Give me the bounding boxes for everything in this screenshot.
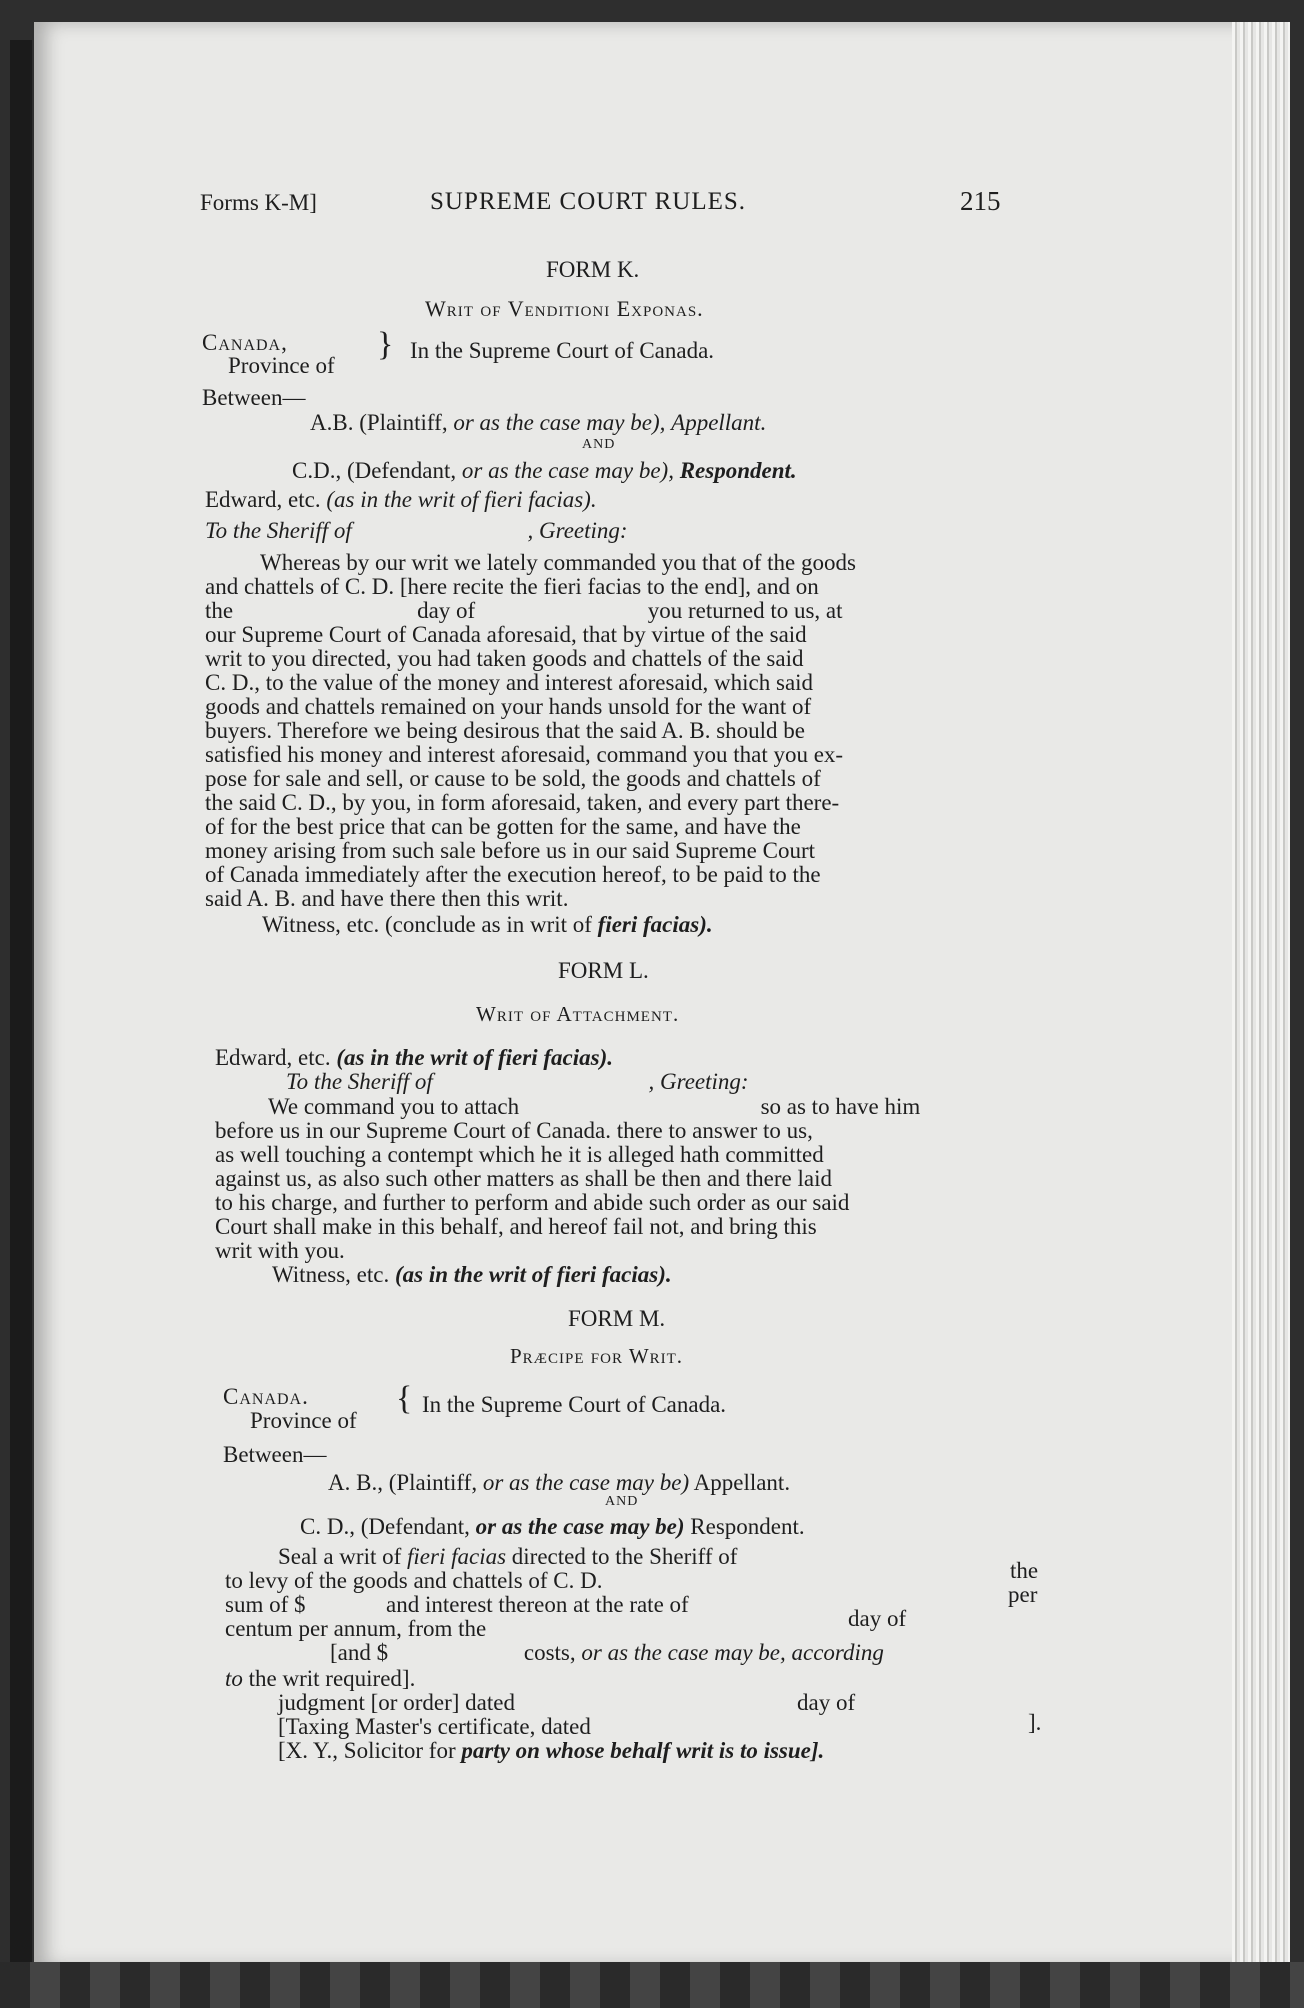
form-m-subtitle: Præcipe for Writ. — [510, 1344, 684, 1368]
form-l-subtitle: Writ of Attachment. — [476, 1002, 680, 1026]
form-m-solicitor-label: [X. Y., Solicitor for — [278, 1738, 456, 1763]
form-l-title: FORM L. — [558, 958, 649, 983]
form-m-court: In the Supreme Court of Canada. — [422, 1392, 727, 1417]
form-m-taxing: [Taxing Master's certificate, dated — [278, 1714, 591, 1739]
form-l-witness-label: Witness, etc. — [272, 1262, 390, 1287]
form-m-and: AND — [605, 1494, 639, 1509]
form-m-province: Province of — [250, 1408, 357, 1433]
form-k-body-line: our Supreme Court of Canada aforesaid, that by virtue of the said — [205, 622, 807, 647]
form-k-canada: Canada, — [202, 330, 288, 355]
form-m-costs — [330, 1640, 884, 1666]
form-m-appellant: Appellant. — [693, 1470, 791, 1495]
page-number: 215 — [960, 186, 1001, 216]
form-l-body-line: as well touching a contempt which he it is alleged hath committed — [215, 1142, 824, 1167]
form-l-edward-note: (as in the writ of fieri facias). — [336, 1045, 613, 1070]
form-l-body-line: writ with you. — [215, 1238, 345, 1263]
form-m-solicitor — [278, 1738, 824, 1764]
form-k-body-line: writ to you directed, you had taken goods and chattels of the said — [205, 646, 804, 671]
form-m-seal — [278, 1544, 737, 1570]
form-k-body-line: pose for sale and sell, or cause to be sold, the goods and chattels of — [205, 766, 821, 791]
form-k-body-line: money arising from such sale before us in our said Supreme Court — [205, 838, 816, 863]
form-m-costs-amount: [and $ — [330, 1640, 389, 1665]
form-m-party-plaintiff — [328, 1470, 790, 1496]
form-m-day-of-2: day of — [797, 1690, 856, 1715]
form-m-plaintiff-label: A. B., (Plaintiff, — [328, 1470, 478, 1495]
form-k-sheriff — [205, 518, 628, 544]
form-k-witness-label: Witness, etc. (conclude as in writ of — [262, 912, 592, 937]
form-k-edward-note: (as in the writ of fieri facias). — [326, 487, 597, 512]
form-l-body-line: to his charge, and further to perform and abide such order as our said — [215, 1190, 850, 1215]
header-left: Forms K-M] — [200, 190, 317, 215]
form-m-title: FORM M. — [568, 1306, 666, 1331]
form-k-title: FORM K. — [546, 257, 640, 282]
form-m-sum: sum of $ and interest thereon at the rate of — [225, 1592, 689, 1617]
form-k-edward — [205, 487, 597, 513]
form-k-sheriff-label: To the Sheriff of — [205, 518, 352, 543]
form-m-bracket: ]. — [1028, 1710, 1042, 1735]
form-k-and: AND — [582, 437, 616, 452]
form-k-body-line: C. D., to the value of the money and interest aforesaid, which said — [205, 670, 814, 695]
form-m-costs-note: or as the case may be, according — [581, 1640, 884, 1665]
form-m-plaintiff-case: or as the case may be) — [482, 1470, 690, 1495]
form-m-canada: Canada. — [223, 1384, 309, 1409]
header-title: SUPREME COURT RULES. — [430, 188, 747, 215]
form-m-per: per — [1008, 1582, 1038, 1607]
form-k-witness-note: fieri facias). — [597, 912, 713, 937]
form-l-body-line: before us in our Supreme Court of Canada. there to answer to us, — [215, 1118, 813, 1143]
form-m-the: the — [1010, 1558, 1039, 1583]
form-k-body-line: buyers. Therefore we being desirous that the said A. B. should be — [205, 718, 805, 743]
form-l-body-line: We command you to attach so as to have him — [268, 1094, 921, 1119]
form-m-defendant-case: or as the case may be) — [475, 1514, 685, 1539]
form-m-levy: to levy of the goods and chattels of C. D. — [225, 1568, 603, 1593]
form-m-brace-icon: { — [396, 1380, 413, 1417]
form-m-centum: centum per annum, from the — [225, 1616, 487, 1641]
form-k-body-line: and chattels of C. D. [here recite the fieri facias to the end], and on — [205, 574, 819, 599]
form-k-witness — [262, 912, 713, 938]
form-m-solicitor-note: party on whose behalf writ is to issue]. — [461, 1738, 825, 1763]
form-m-to-label: to — [225, 1666, 243, 1691]
form-k-subtitle: Writ of Venditioni Exponas. — [425, 296, 704, 321]
form-m-seal-label: Seal a writ of — [278, 1544, 402, 1569]
form-k-between: Between— — [202, 385, 306, 410]
form-m-day-of-1: day of — [848, 1606, 907, 1631]
form-m-to — [225, 1666, 415, 1692]
form-k-defendant-label: C.D., (Defendant, — [292, 458, 457, 483]
form-l-witness-note: (as in the writ of fieri facias). — [395, 1262, 672, 1287]
form-l-witness — [272, 1262, 672, 1288]
form-l-body-line: Court shall make in this behalf, and hereof fail not, and bring this — [215, 1214, 817, 1239]
form-k-plaintiff-label: A.B. (Plaintiff, — [310, 410, 448, 435]
form-k-body-line: the day of you returned to us, at — [205, 598, 843, 623]
form-m-seal-sheriff: directed to the Sheriff of — [511, 1544, 738, 1569]
form-k-respondent: Respondent. — [679, 458, 797, 483]
form-l-greeting: , Greeting: — [648, 1069, 749, 1094]
form-k-court: In the Supreme Court of Canada. — [410, 338, 715, 363]
form-l-edward-label: Edward, etc. — [215, 1045, 331, 1070]
form-k-party-plaintiff — [310, 410, 766, 436]
form-k-body-line: of Canada immediately after the execution hereof, to be paid to the — [205, 862, 821, 887]
form-k-brace-icon: } — [377, 326, 394, 363]
form-k-body-line: goods and chattels remained on your hands unsold for the want of — [205, 694, 812, 719]
form-k-party-defendant — [292, 458, 797, 484]
form-l-edward — [215, 1045, 613, 1071]
form-m-costs-label: costs, — [523, 1640, 576, 1665]
form-k-defendant-case: or as the case may be), — [461, 458, 674, 483]
form-k-edward-label: Edward, etc. — [205, 487, 321, 512]
form-k-body-line: of for the best price that can be gotten for the same, and have the — [205, 814, 801, 839]
form-m-writ-required: the writ required]. — [248, 1666, 416, 1691]
form-k-body-line: the said C. D., by you, in form aforesaid, taken, and every part there- — [205, 790, 840, 815]
form-m-defendant-label: C. D., (Defendant, — [300, 1514, 470, 1539]
form-m-between: Between— — [223, 1442, 327, 1467]
form-m-judgment: judgment [or order] dated — [278, 1690, 515, 1715]
page-edges — [1232, 22, 1290, 1967]
form-k-appellant: Appellant. — [671, 410, 767, 435]
book-bottom-edge — [0, 1962, 1304, 2008]
form-l-sheriff — [286, 1069, 749, 1095]
form-k-body-line: said A. B. and have there then this writ. — [205, 886, 569, 911]
form-m-seal-writ: fieri facias — [407, 1544, 507, 1569]
book-spine — [10, 40, 32, 1970]
form-k-province: Province of — [228, 353, 335, 378]
form-k-plaintiff-case: or as the case may be), — [453, 410, 666, 435]
form-k-greeting: , Greeting: — [527, 518, 628, 543]
form-m-respondent: Respondent. — [690, 1514, 805, 1539]
form-l-sheriff-label: To the Sheriff of — [286, 1069, 433, 1094]
form-m-party-defendant — [300, 1514, 805, 1540]
form-k-body-line: Whereas by our writ we lately commanded you that of the goods — [260, 550, 856, 575]
form-k-body-line: satisfied his money and interest aforesaid, command you that you ex- — [205, 742, 844, 767]
form-l-body-line: against us, as also such other matters as shall be then and there laid — [215, 1166, 832, 1191]
